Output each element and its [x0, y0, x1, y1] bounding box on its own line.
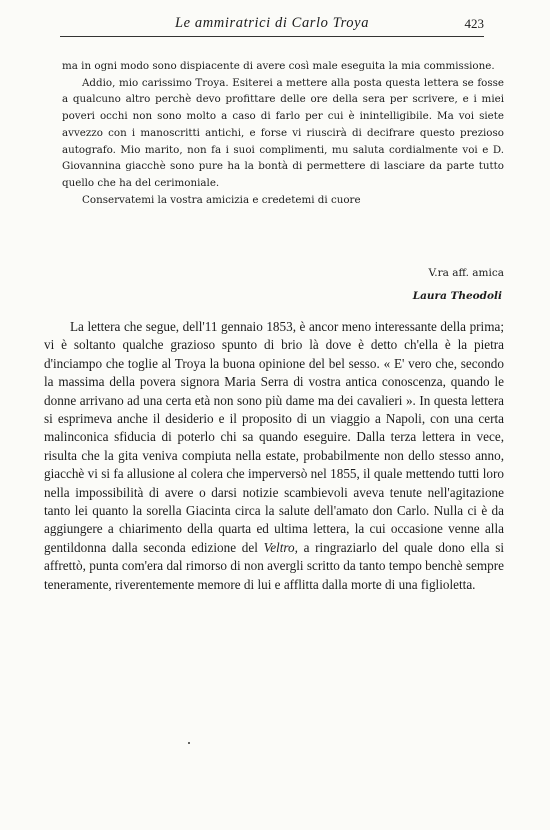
letter-signature-block	[413, 262, 504, 308]
running-header	[60, 14, 484, 37]
commentary-text: La lettera che segue, dell'11 gennaio 1853, è ancor meno interessante della prima; vi è soltanto qualche grazioso spunto di brio là dove è detto ch'ella è la pietra d'inciampo che toglie al Troya la buona opinione del bel sesso. « E' vero che, secondo la massima della povera signora Maria Serra di vostra antica conoscenza, quando le donne arrivano ad una certa età non sono più dame ma dei cavalieri ». In questa lettera si esprimeva anche il desiderio e il proposito di un viaggio a Napoli, con una certa malinconica sfiducia di poterlo chi sa quando eseguire. Dalla terza lettera in vece, risulta che la gita veniva compiuta nella estate, probabilmente non dello stesso anno, giacchè vi si fa allusione al colera che imperversò nel 1855, il quale mettendo tutti loro nella impossibilità di avere o darsi notizie scambievoli aveva tenute nell'agitazione tanto lei quanto la sorella Giacinta circa la salute dell'amato don Carlo. Nulla ci è da aggiungere a chiarimento della quarta ed ultima lettera, la cui occasione venne alla gentildonna dalla seconda edizione del	[44, 319, 504, 555]
stray-ink-mark	[188, 742, 190, 744]
commentary-italic-title: Veltro,	[263, 539, 298, 555]
commentary-text: a ringraziarlo del quale dono ella si affrettò, punta com'era dal rimorso di non avergli scritto da tanto tempo benchè sempre teneramente, riverentemente memore di lui e afflitta dalla morte di una figlioletta.	[44, 539, 504, 592]
running-title: Le ammiratrici di Carlo Troya	[174, 15, 370, 31]
letter-paragraph: Conservatemi la vostra amicizia e credetemi di cuore	[82, 193, 361, 206]
letter-closing: V.ra aff. amica	[428, 267, 504, 279]
letter-paragraph: Addio, mio carissimo Troya. Esiterei a mettere alla posta questa lettera se fosse a qualcuno altro perchè devo profittare delle ore della sera per scrivere, e i miei poveri occhi non sono molto a caso di farlo per cui è inintelligibile. Ma voi siete avvezzo con i manoscritti antichi, e forse vi riuscirà di decifrare questo prezioso autografo. Mio marito, non fa i suoi complimenti, mu saluta cordialmente voi e D. Giovannina giacchè sono pure ha la bontà di permettere di lasciare da parte tutto quello che ha del cerimoniale.	[62, 76, 504, 189]
commentary-paragraph	[44, 318, 504, 594]
letter-text	[62, 58, 504, 208]
page-number: 423	[464, 16, 484, 31]
letter-signature: Laura Theodoli	[412, 290, 502, 302]
letter-paragraph: ma in ogni modo sono dispiacente di avere così male eseguita la mia commissione.	[62, 60, 495, 72]
